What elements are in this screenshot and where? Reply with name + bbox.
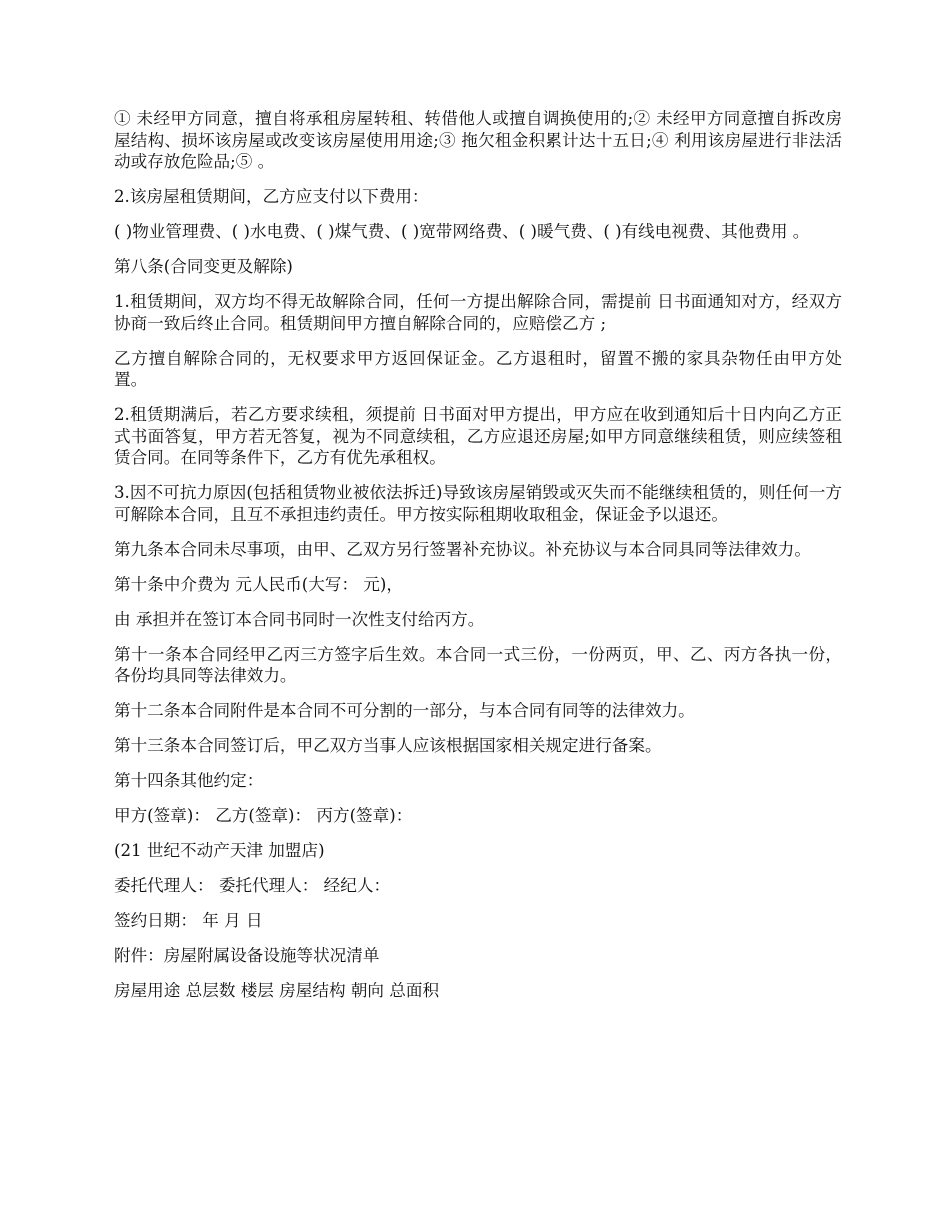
clause-renewal: 2.租赁期满后，若乙方要求续租，须提前 日书面对甲方提出，甲方应在收到通知后十日内向乙方正式书面答复，甲方若无答复，视为不同意续租，乙方应退还房屋;如甲方同意继续租赁，则应续签租赁合同。在同等条件下，乙方有优先承租权。: [114, 405, 842, 467]
agency-store-name: (21 世纪不动产天津 加盟店): [114, 841, 325, 860]
article-twelve: 第十二条本合同附件是本合同不可分割的一部分，与本合同有同等的法律效力。: [114, 701, 695, 720]
article-thirteen: 第十三条本合同签订后，甲乙双方当事人应该根据国家相关规定进行备案。: [114, 736, 662, 755]
article-ten-agency-fee: 第十条中介费为 元人民币(大写： 元)，: [114, 574, 403, 594]
clause-tenant-fees-list: ( )物业管理费、( )水电费、( )煤气费、( )宽带网络费、( )暖气费、( )有线电视费、其他费用 。: [114, 222, 810, 241]
article-nine: 第九条本合同未尽事项，由甲、乙双方另行签署补充协议。补充协议与本合同具同等法律效力。: [114, 539, 811, 559]
clause-tenant-fees-heading: 2.该房屋租赁期间，乙方应支付以下费用：: [114, 187, 429, 206]
clause-early-termination: 1.租赁期间，双方均不得无故解除合同，任何一方提出解除合同，需提前 日书面通知对方，经双方协商一致后终止合同。租赁期间甲方擅自解除合同的，应赔偿乙方 ;: [114, 292, 842, 333]
clause-tenant-termination: 乙方擅自解除合同的，无权要求甲方返回保证金。乙方退租时，留置不搬的家具杂物任由甲方处置。: [114, 348, 842, 389]
clause-force-majeure: 3.因不可抗力原因(包括租赁物业被依法拆迁)导致该房屋销毁或灭失而不能继续租赁的，则任何一方可解除本合同，且互不承担违约责任。甲方按实际租期收取租金，保证金予以退还。: [114, 483, 842, 524]
article-eleven: 第十一条本合同经甲乙丙三方签字后生效。本合同一式三份，一份两页，甲、乙、丙方各执一份，各份均具同等法律效力。: [114, 644, 842, 685]
clause-breach-conditions: ① 未经甲方同意，擅自将承租房屋转租、转借他人或擅自调换使用的;② 未经甲方同意擅自拆改房屋结构、损坏该房屋或改变该房屋使用用途;③ 拖欠租金积累计达十五日;④ 利用该房屋进行非法活动或存放危险品;⑤ 。: [114, 109, 842, 171]
article-eight-heading: 第八条(合同变更及解除): [114, 257, 293, 276]
agent-signatures: 委托代理人： 委托代理人： 经纪人：: [114, 876, 391, 895]
article-fourteen: 第十四条其他约定：: [114, 771, 264, 790]
appendix-table-header: 房屋用途 总层数 楼层 房屋结构 朝向 总面积: [114, 981, 440, 1000]
signing-date: 签约日期： 年 月 日: [114, 911, 263, 930]
document-page: [114, 108, 842, 1015]
appendix-title: 附件：房屋附属设备设施等状况清单: [114, 946, 380, 965]
article-ten-payer: 由 承担并在签订本合同书同时一次性支付给丙方。: [114, 609, 485, 629]
signature-parties: 甲方(签章)： 乙方(签章)： 丙方(签章)：: [114, 806, 413, 825]
